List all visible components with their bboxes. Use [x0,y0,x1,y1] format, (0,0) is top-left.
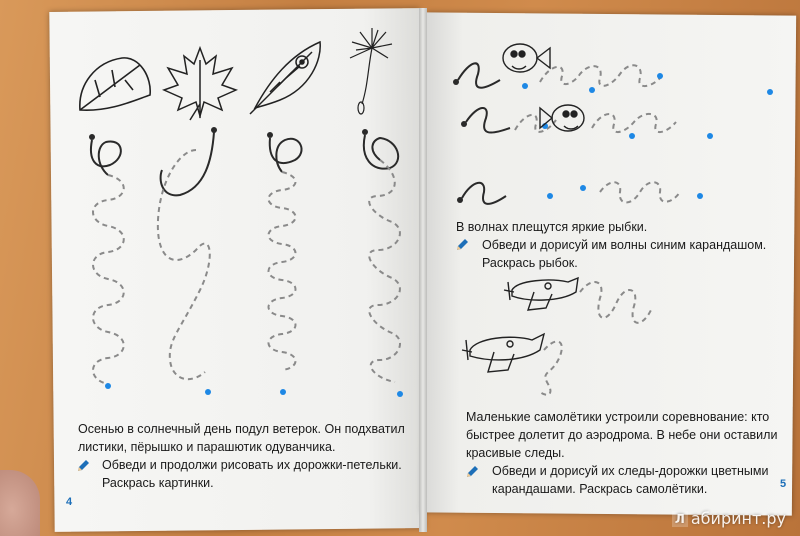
wave-row-3 [457,182,703,204]
right-page-caption [456,218,647,236]
page-number-right: 5 [780,478,787,490]
text-line: Обведи и дорисуй им волны синим карандашом. [482,238,767,252]
text-line: Раскрась картинки. [102,476,214,490]
loop-track-1 [89,134,124,389]
text-line: Раскрась рыбок. [482,256,578,270]
right-page-instruction-1 [458,236,766,272]
right-page-instruction-2 [468,462,768,498]
wave-row-1 [453,63,773,95]
watermark-text: абиринт.ру [690,509,786,528]
airplane-trail-2 [540,341,562,394]
text-line: красивые следы. [466,446,565,460]
wave-row-2 [461,108,713,139]
page-number-left: 4 [66,496,73,508]
airplane-trail-1 [580,282,652,323]
text-line: листики, пёрышко и парашютик одуванчика. [78,440,336,454]
left-page-instruction [78,456,402,492]
text-line: Маленькие самолётики устроили соревнование: кто [466,410,770,424]
loop-track-3 [267,132,302,395]
left-page-paragraph [78,420,405,456]
loop-track-2 [158,127,217,395]
maple-leaf-icon [164,48,236,120]
text-line: Осенью в солнечный день подул ветерок. Он подхватил [78,422,405,436]
text-line: Обведи и дорисуй их следы-дорожки цветными [492,464,769,478]
text-line: В волнах плещутся яркие рыбки. [456,220,648,234]
text-line: быстрее долетит до аэродрома. В небе они оставили [466,428,778,442]
fish-icon [503,44,550,72]
feather-icon [250,42,320,114]
right-page-paragraph [466,408,777,462]
watermark [672,509,786,528]
watermark-logo: Л [672,511,688,527]
text-line: карандашами. Раскрась самолётики. [492,482,708,496]
leaf-icon [80,58,150,110]
loop-track-4 [362,129,403,397]
airplane-icon [462,334,544,372]
airplane-icon [504,278,578,310]
text-line: Обведи и продолжи рисовать их дорожки-петельки. [102,458,402,472]
dandelion-seed-icon [350,28,392,114]
